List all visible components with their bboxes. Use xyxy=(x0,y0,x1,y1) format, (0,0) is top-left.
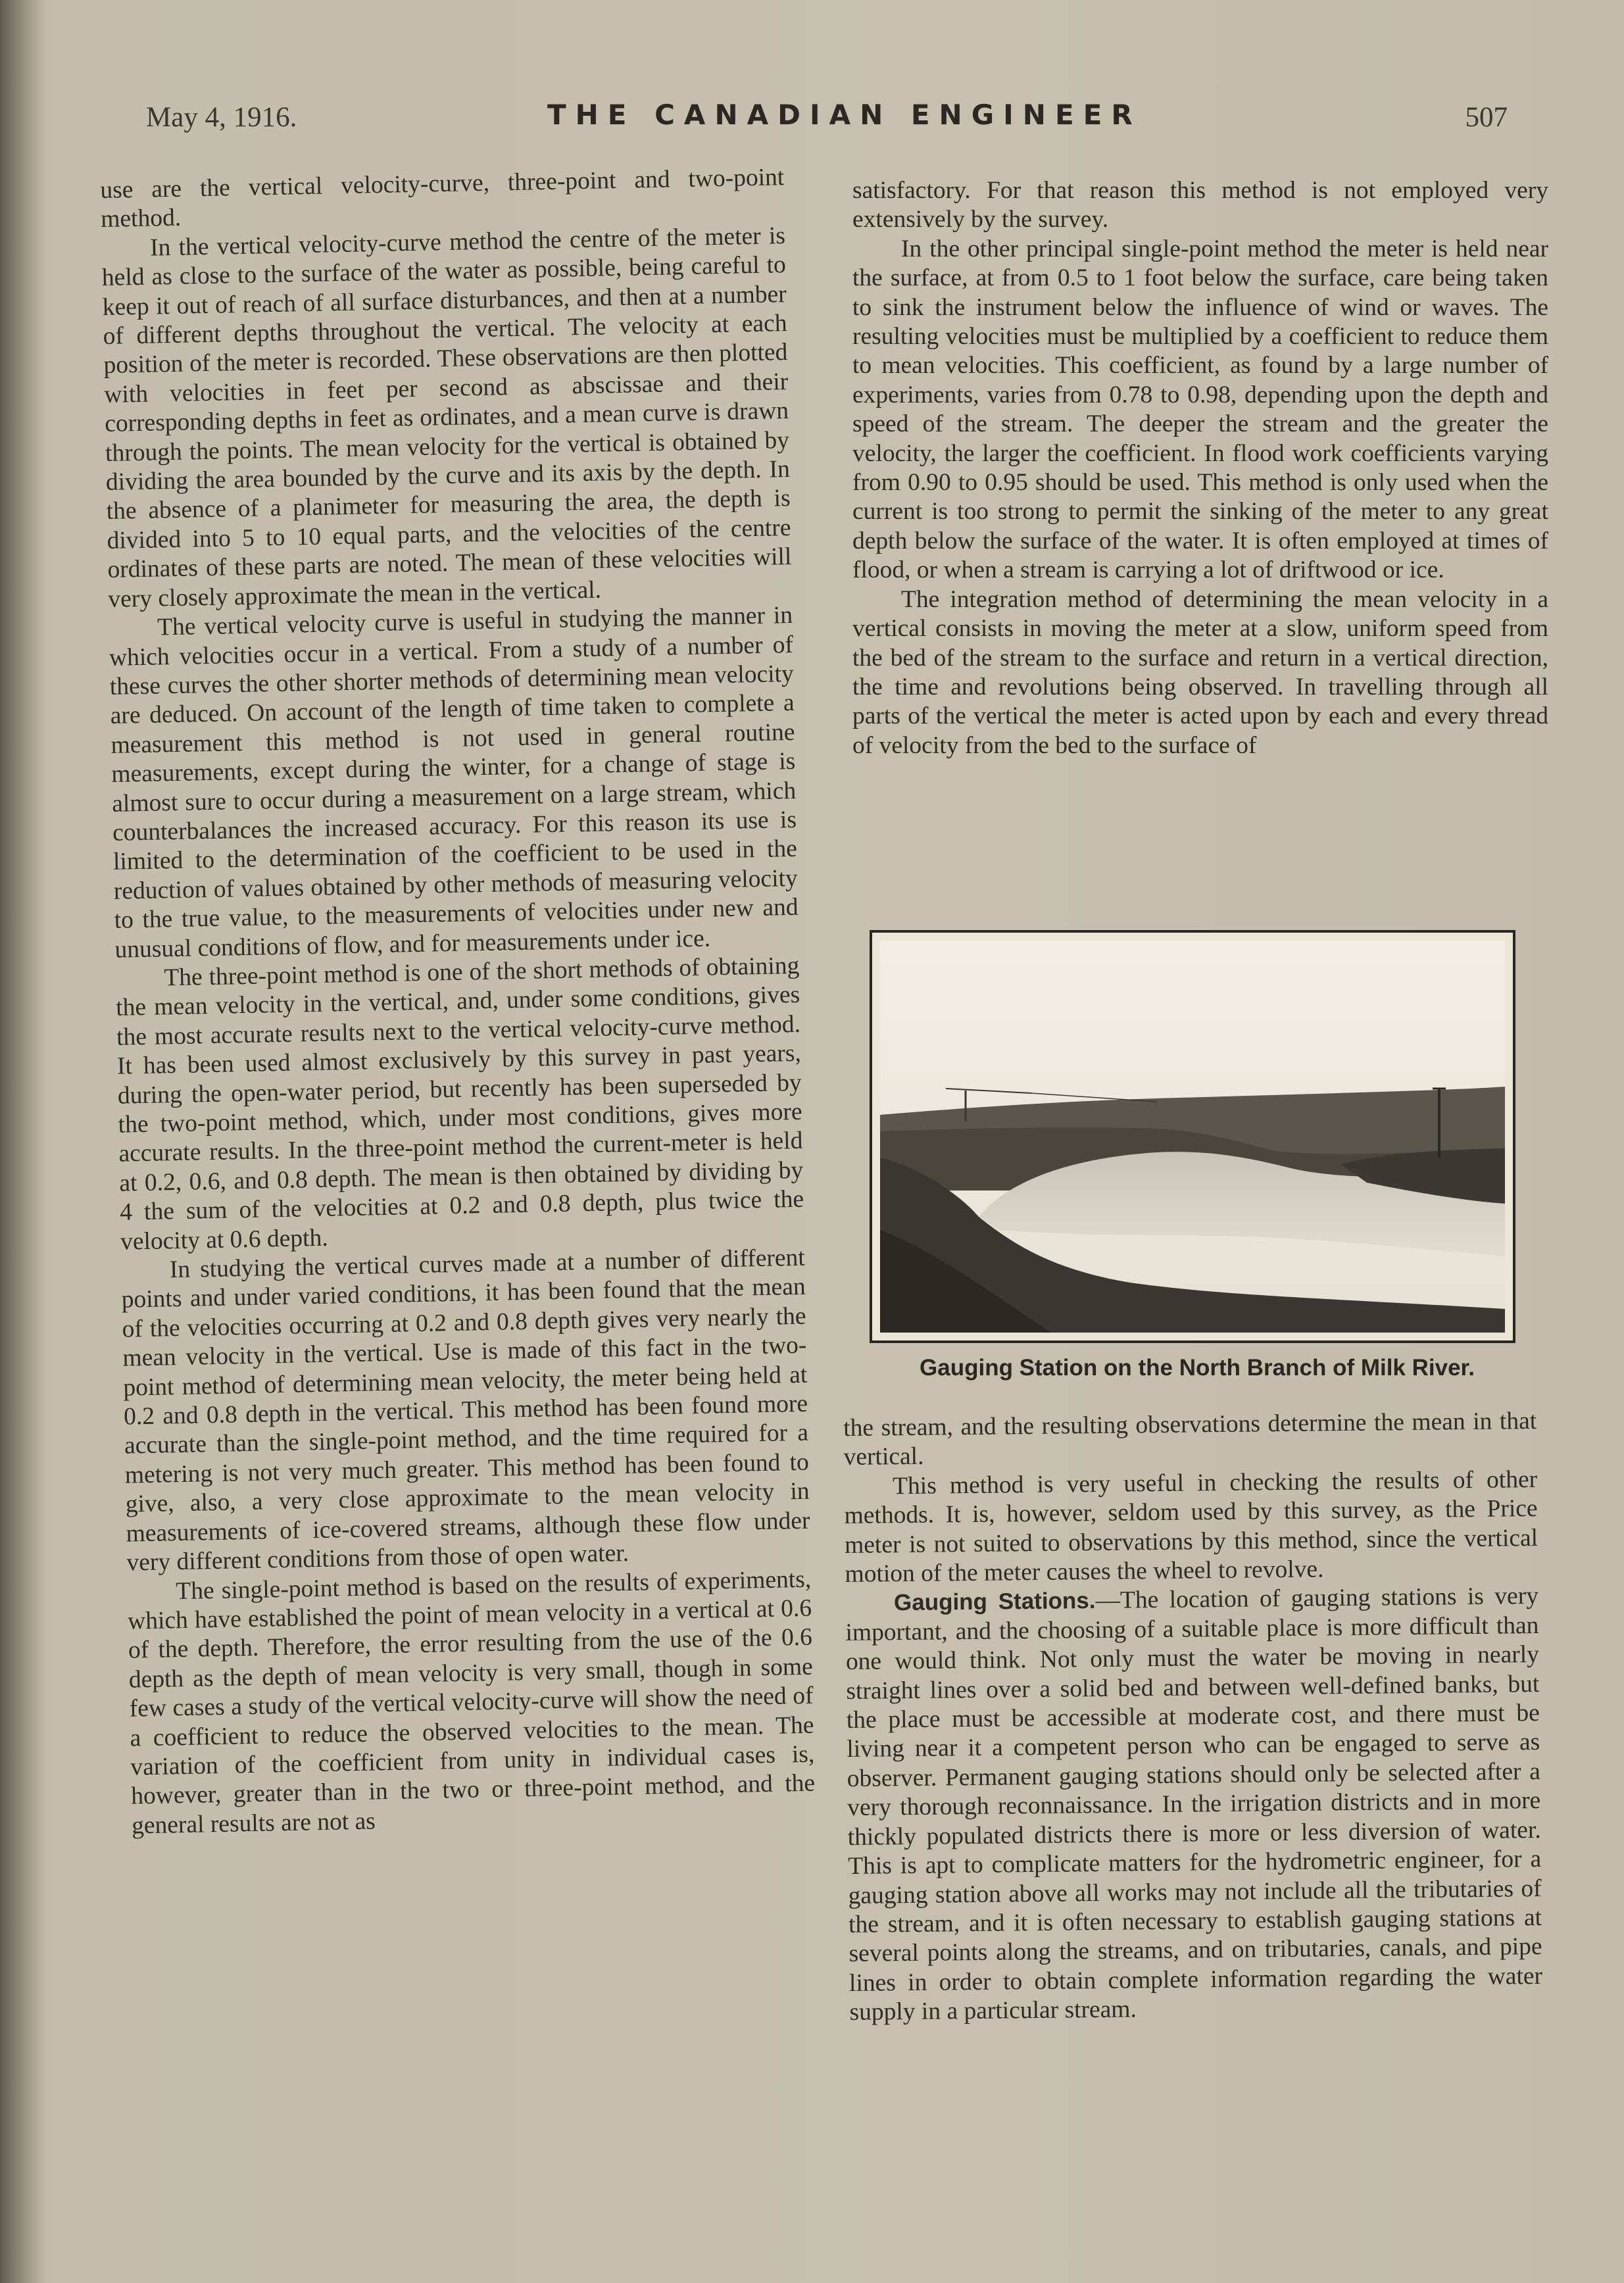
river-photograph xyxy=(870,930,1515,1343)
paragraph: the stream, and the resulting observations determine the mean in that vertical. xyxy=(843,1407,1537,1471)
binding-gutter-shadow xyxy=(0,0,46,2283)
paragraph-body: —The location of gauging stations is very important, and the choosing of a suitable place is more difficult than one would think. Not only must the water be moving in nearly straight lines over a solid bed and between well-defined banks, but the place must be accessible at moderate cost, and there must be living near it a competent person who can be engaged to serve as observer. Permanent gauging stations should only be selected after a very thorough reconnaissance. In the irrigation districts and in more thickly populated districts there is more or less diversion of water. This is apt to complicate matters for the hydrometric engineer, for a gauging station above all works may not include all the tributaries of the stream, and it is often necessary to establish gauging stations at several points along the streams, and on tributaries, canals, and pipe lines in order to obtain complete information regarding the water supply in a particular stream. xyxy=(845,1583,1543,2026)
right-column-bottom xyxy=(843,1407,1543,2028)
paragraph: The vertical velocity curve is useful in studying the manner in which velocities occur in a vertical. From a study of a number of these curves the other shorter methods of determining mean velocity are deduced. On account of the length of time taken to complete a measurement this method is not used in general routine measurements, except during the winter, for a change of stage is almost sure to occur during a measurement on a large stream, which counterbalances the increased accuracy. For this reason its use is limited to the determination of the coefficient to be used in the reduction of values obtained by other methods of measuring velocity to the true value, to the measurements of velocities under new and unusual conditions of flow, and for measurements under ice. xyxy=(109,602,799,964)
paragraph: satisfactory. For that reason this method is not employed very extensively by the survey. xyxy=(852,177,1548,233)
paragraph: In the other principal single-point method the meter is held near the surface, at from 0.5 to 1 foot below the surface, care being taken to sink the instrument below the influence of wind or waves. The resulting velocities must be multiplied by a coefficient to reduce them to mean velocities. This coefficient, as found by a large number of experiments, varies from 0.78 to 0.98, depending upon the depth and speed of the stream. The deeper the stream and the greater the velocity, the larger the coefficient. In flood work coefficients varying from 0.90 to 0.95 should be used. This method is only used when the current is too strong to permit the sinking of the meter to any great depth below the surface of the water. It is often employed at times of flood, or when a stream is carrying a lot of driftwood or ice. xyxy=(852,235,1548,584)
left-column xyxy=(100,163,816,1841)
paragraph: use are the vertical velocity-curve, three-point and two-point method. xyxy=(100,164,785,233)
paragraph: This method is very useful in checking the results of other methods. It is, however, seldom used by this survey, as the Price meter is not suited to observations by this method, since the vertical motion of the meter causes the wheel to revolve. xyxy=(844,1465,1538,1588)
journal-title: THE CANADIAN ENGINEER xyxy=(547,99,1142,131)
paragraph xyxy=(845,1582,1543,2027)
river-landscape-image xyxy=(880,941,1505,1333)
running-header xyxy=(146,99,1508,145)
header-date: May 4, 1916. xyxy=(146,102,297,133)
paragraph: In the vertical velocity-curve method the centre of the meter is held as close to the surface of the water as possible, being careful to keep it out of reach of all surface disturbances, and then at a number of different depths throughout the vertical. The velocity at each position of the meter is recorded. These observations are then plotted with velocities in feet per second as abscissae and their corresponding depths in feet as ordinates, and a mean curve is drawn through the points. The mean velocity for the vertical is obtained by dividing the area bounded by the curve and its axis by the depth. In the absence of a planimeter for measuring the area, the depth is divided into 5 to 10 equal parts, and the velocities of the centre ordinates of these parts are noted. The mean of these velocities will very closely approximate the mean in the vertical. xyxy=(101,222,792,613)
paragraph: The integration method of determining the mean velocity in a vertical consists in moving the meter at a slow, uniform speed from the bed of the stream to the surface and return in a vertical direction, the time and revolutions being observed. In travelling through all parts of the vertical the meter is acted upon by each and every thread of velocity from the bed to the surface of xyxy=(852,585,1548,759)
paragraph: The three-point method is one of the short methods of obtaining the mean velocity in the vertical, and, under some conditions, gives the most accurate results next to the vertical velocity-curve method. It has been used almost exclusively by this survey in past years, during the open-water period, but recently has been superseded by the two-point method, which, under most conditions, gives more accurate results. In the three-point method the current-meter is held at 0.2, 0.6, and 0.8 depth. The mean is then obtained by dividing by 4 the sum of the velocities at 0.2 and 0.8 depth, plus twice the velocity at 0.6 depth. xyxy=(115,952,804,1256)
right-column-top xyxy=(852,176,1548,760)
figure-caption: Gauging Station on the North Branch of Milk River. xyxy=(920,1355,1475,1381)
page-number: 507 xyxy=(1465,102,1508,133)
paragraph: The single-point method is based on the results of experiments, which have established the point of mean velocity in a vertical at 0.6 of the depth. Therefore, the error resulting from the use of the 0.6 depth as the depth of mean velocity is very small, though in some few cases a study of the vertical velocity-curve will show the need of a coefficient to reduce the observed velocities to the mean. The variation of the coefficient from unity in individual cases is, however, greater than in the two or three-point method, and the general results are not as xyxy=(127,1565,816,1840)
section-heading: Gauging Stations. xyxy=(893,1588,1096,1616)
paragraph: In studying the vertical curves made at a number of different points and under varied conditions, it has been found that the mean of the velocities occurring at 0.2 and 0.8 depth gives very nearly the mean velocity in the vertical. Use is made of this fact in the two-point method of determining mean velocity, the meter being held at 0.2 and 0.8 depth in the vertical. This method has been found more accurate than the single-point method, and the time required for a metering is not very much greater. This method has been found to give, also, a very close approximate to the mean velocity in measurements of ice-covered streams, although these flow under very different conditions from those of open water. xyxy=(121,1244,810,1577)
